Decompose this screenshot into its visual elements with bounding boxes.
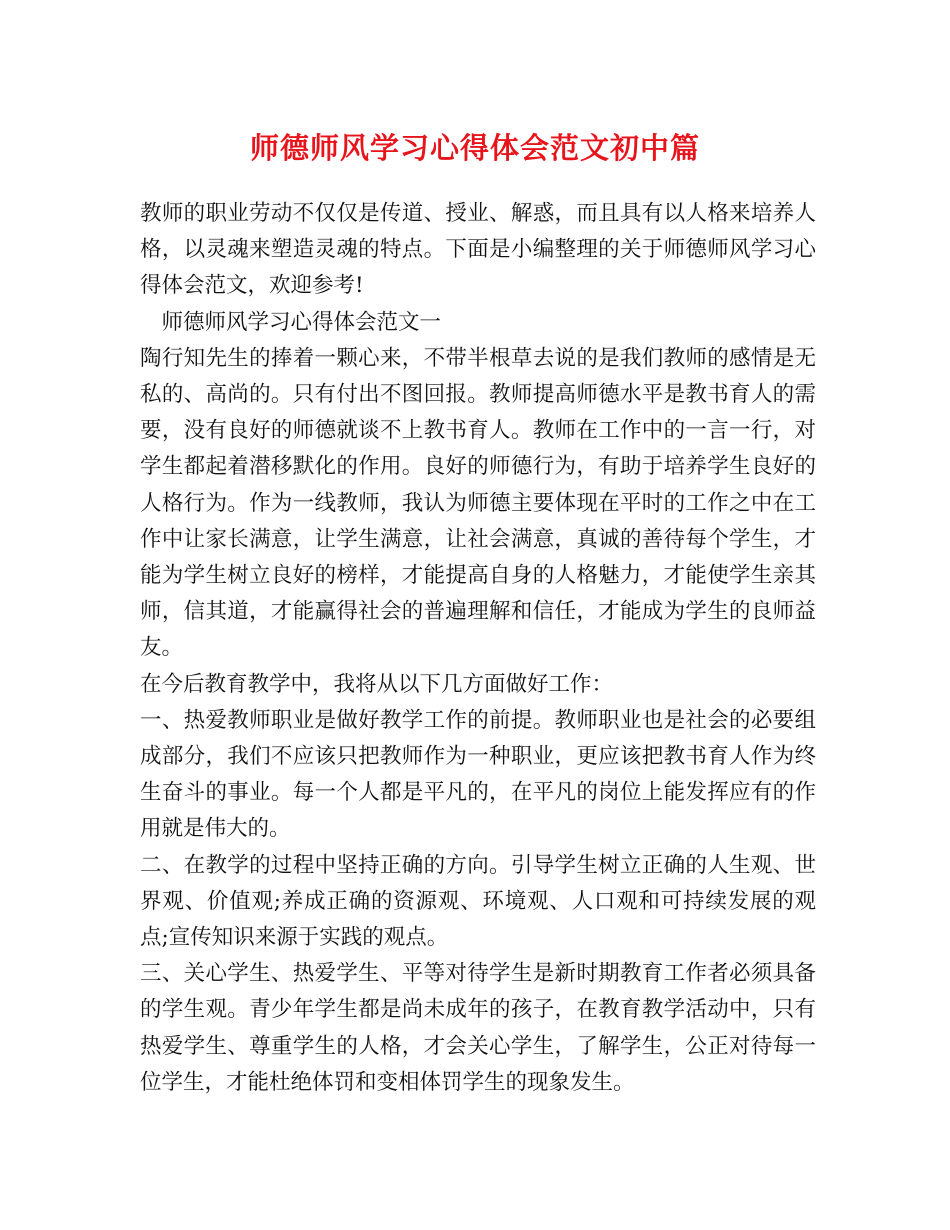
list-item-2: 二、在教学的过程中坚持正确的方向。引导学生树立正确的人生观、世界观、价值观;养成正确的资源观、环境观、人口观和可持续发展的观点;宣传知识来源于实践的观点。 (140, 852, 816, 951)
document-title: 师德师风学习心得体会范文初中篇 (249, 131, 700, 165)
intro-paragraph: 教师的职业劳动不仅仅是传道、授业、解惑，而且具有以人格来培养人格，以灵魂来塑造灵魂的特点。下面是小编整理的关于师德师风学习心得体会范文，欢迎参考! (140, 201, 816, 299)
document-body (140, 196, 816, 1101)
list-item-1: 一、热爱教师职业是做好教学工作的前提。教师职业也是社会的必要组成部分，我们不应该只把教师作为一种职业，更应该把教书育人作为终生奋斗的事业。每一个人都是平凡的，在平凡的岗位上能发挥应有的作用就是伟大的。 (140, 707, 816, 842)
body-paragraph: 陶行知先生的捧着一颗心来，不带半根草去说的是我们教师的感情是无私的、高尚的。只有付出不图回报。教师提高师德水平是教书育人的需要，没有良好的师德就谈不上教书育人。教师在工作中的一言一行，对学生都起着潜移默化的作用。良好的师德行为，有助于培养学生良好的人格行为。作为一线教师，我认为师德主要体现在平时的工作之中在工作中让家长满意，让学生满意，让社会满意，真诚的善待每个学生，才能为学生树立良好的榜样，才能提高自身的人格魅力，才能使学生亲其师，信其道，才能赢得社会的普遍理解和信任，才能成为学生的良师益友。 (140, 345, 816, 661)
body-paragraph: 在今后教育教学中，我将从以下几方面做好工作： (140, 671, 614, 697)
section-heading: 师德师风学习心得体会范文一 (140, 309, 442, 335)
list-item-3: 三、关心学生、热爱学生、平等对待学生是新时期教育工作者必须具备的学生观。青少年学生都是尚未成年的孩子，在教育教学活动中，只有热爱学生、尊重学生的人格，才会关心学生，了解学生，公正对待每一位学生，才能杜绝体罚和变相体罚学生的现象发生。 (140, 961, 816, 1095)
